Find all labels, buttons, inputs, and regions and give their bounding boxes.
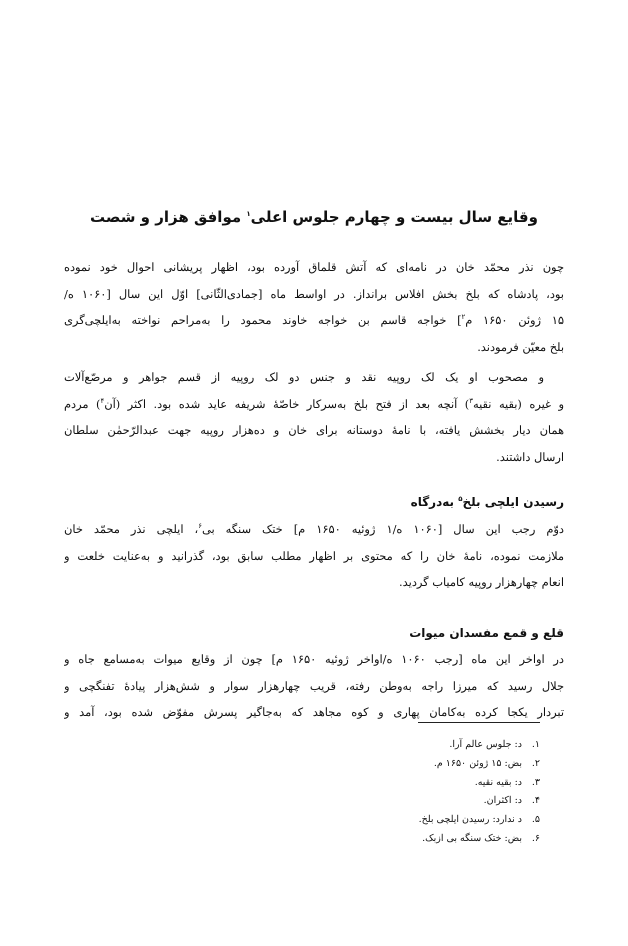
footnote-item xyxy=(300,755,540,774)
text-run: ) مردم xyxy=(64,396,101,411)
paragraph-line xyxy=(64,391,564,418)
footnote-ref-4: ۴ xyxy=(100,396,105,405)
footnote-number: ۵. xyxy=(531,814,540,826)
footnote-text: د: جلوس عالم آرا. xyxy=(449,739,522,750)
paragraph-line xyxy=(64,307,564,334)
text-run: ] خواجه قاسم بن خواجه خاوند محمود را به‌مراحم نواخته به‌ایلچی‌گری xyxy=(64,313,462,328)
footnote-item xyxy=(300,811,540,830)
footnote-item xyxy=(300,774,540,793)
paragraph-2 xyxy=(64,364,564,471)
section-heading-envoy xyxy=(64,492,564,512)
footnote-ref-2: ۲ xyxy=(461,313,466,322)
footnote-number: ۲. xyxy=(531,757,540,769)
footnote-text: د: بقیه نقیه. xyxy=(474,776,522,788)
footnote-item xyxy=(300,830,540,849)
footnote-ref-3: ۳ xyxy=(469,396,473,405)
paragraph-line: بود، پادشاه که بلخ بخش افلاس برانداز. در اواسط ماه [جمادی‌الثّانی] اوّل این سال [۱۰۶۰ ه/ xyxy=(64,286,564,301)
heading-text: رسیدن ایلچی بلخ xyxy=(462,495,564,509)
footnote-text: د: اکثران. xyxy=(483,795,522,807)
footnote-number: ۴. xyxy=(531,795,540,807)
paragraph-line: انعام چهارهزار روپیه کامیاب گردید. xyxy=(399,575,564,590)
paragraph-line xyxy=(64,516,564,543)
paragraph-line: و مصحوب او یک لک روپیه نقد و جنس دو لک روپیه از قسم جواهر و مرصّع‌آلات xyxy=(64,370,544,384)
paragraph-line: جلال رسید که میرزا راجه به‌وطن رفته، قریب چهارهزار سوار و شش‌هزار پیادهٔ تفنگچی و xyxy=(64,678,564,693)
footnote-text: بض: ختک سنگه بی ازبک. xyxy=(422,832,522,844)
chapter-title-text: وقایع سال بیست و چهارم جلوس اعلی xyxy=(250,208,538,226)
heading-text-tail: به‌درگاه xyxy=(410,495,459,509)
text-run: دوّم رجب این سال [۱۰۶۰ ه/۱ ژوئیه ۱۶۵۰ م] ختک سنگه بی xyxy=(201,522,564,536)
chapter-title-tail: موافق هزار و شصت xyxy=(90,208,247,226)
text-run: ۱۵ ژوئن ۱۶۵۰ م xyxy=(465,313,564,328)
footnote-ref-1: ۱ xyxy=(246,210,251,218)
paragraph-line: ارسال داشتند. xyxy=(496,450,564,465)
text-run: ، ایلچی نذر محمّد خان xyxy=(64,522,199,536)
footnote-item xyxy=(300,736,540,755)
paragraph-3 xyxy=(64,516,564,596)
paragraph-line: چون نذر محمّد خان در نامه‌ای که آتش قلماق آورده بود، اظهار پریشانی احوال خود نموده xyxy=(64,260,564,274)
paragraph-1 xyxy=(64,254,564,361)
footnote-ref-6: ۶ xyxy=(198,522,202,531)
footnote-number: ۶. xyxy=(531,832,540,844)
paragraph-4 xyxy=(64,646,564,726)
footnote-number: ۳. xyxy=(531,776,540,788)
footnote-separator xyxy=(418,722,540,723)
section-heading-mewat: قلع و قمع مفسدان میوات xyxy=(409,626,564,640)
footnote-number: ۱. xyxy=(531,739,540,750)
footnote-text: بض: ۱۵ ژوئن ۱۶۵۰ م. xyxy=(433,757,522,769)
footnotes-list xyxy=(300,736,540,849)
paragraph-line: همان دیار بخشش یافته، با نامهٔ دوستانه برای خان و ده‌هزار روپیه جهت عبدالرّحمٰن سلطان xyxy=(64,423,564,438)
paragraph-line: در اواخر این ماه [رجب ۱۰۶۰ ه/اواخر ژوئیه ۱۶۵۰ م] چون از وقایع میوات به‌مسامع جاه و xyxy=(64,652,564,666)
footnote-text: د ندارد: رسیدن ایلچی بلخ. xyxy=(418,814,522,826)
chapter-title xyxy=(60,206,568,228)
paragraph-line: ملازمت نموده، نامهٔ خان را که محتوی بر اظهار مطلب سابق بود، گذرانید و به‌عنایت خلعت و xyxy=(64,548,564,563)
paragraph-line: تبردار یکجا کرده به‌کامان پهاری و کوه مجاهد که به‌جاگیر پسرش مفوّض شده بود، آمد و xyxy=(64,705,564,720)
footnote-ref-5: ۵ xyxy=(458,495,463,503)
footnote-item xyxy=(300,792,540,811)
text-run: و غیره (بقیه نقیه xyxy=(472,396,564,411)
paragraph-line: بلخ معیّن فرمودند. xyxy=(477,340,564,355)
text-run: ) آنچه بعد از فتح بلخ به‌سرکار خاصّهٔ شریفه عاید شده بود. اکثر (آن xyxy=(104,396,470,411)
